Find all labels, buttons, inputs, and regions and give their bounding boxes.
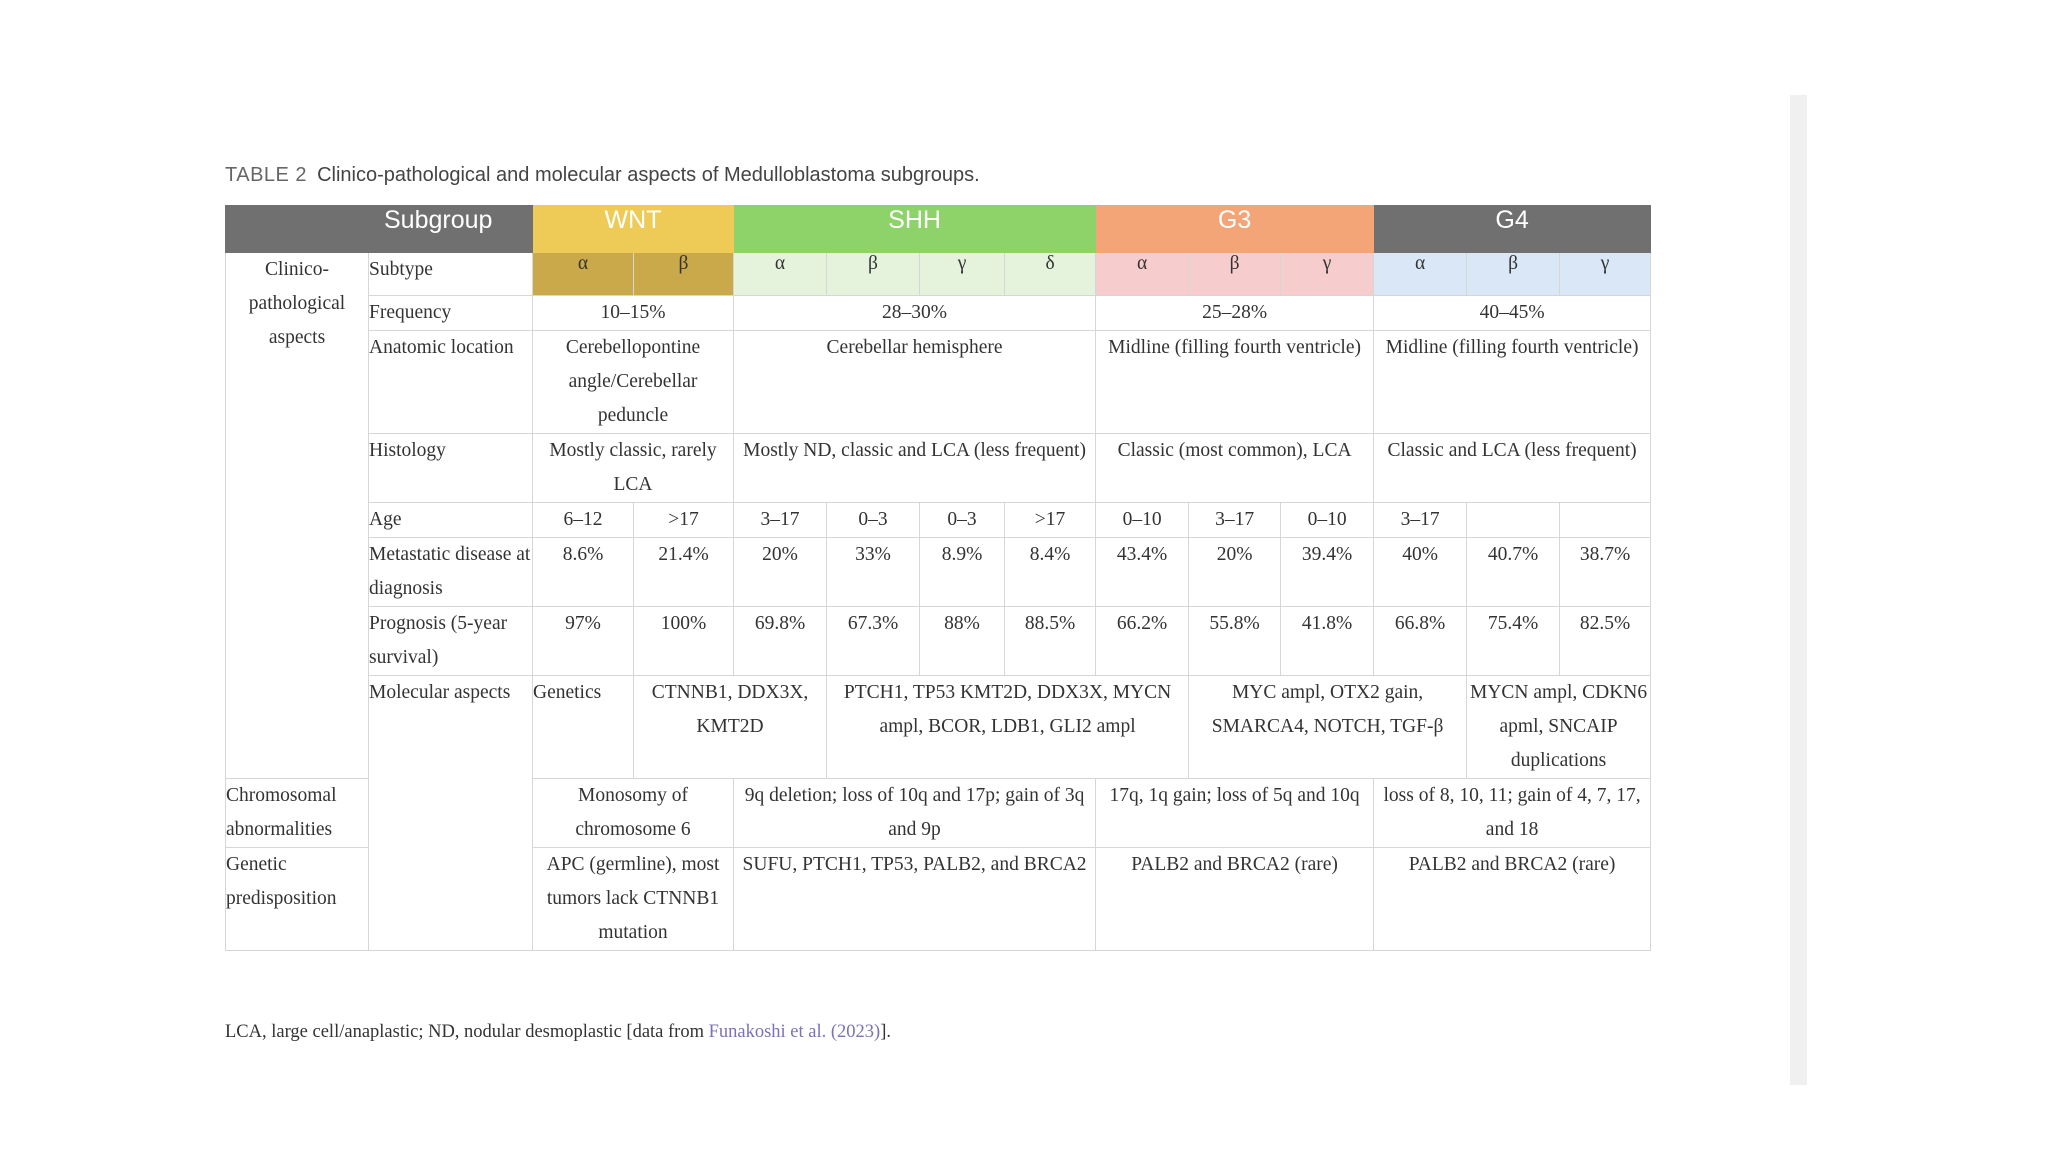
table-cell: Mostly ND, classic and LCA (less frequent) (734, 434, 1096, 503)
table-cell: PTCH1, TP53 KMT2D, DDX3X, MYCN ampl, BCOR, LDB1, GLI2 ampl (827, 676, 1189, 779)
table-caption (225, 164, 980, 187)
table-footnote (225, 1022, 891, 1043)
table-cell: Classic (most common), LCA (1096, 434, 1374, 503)
table-cell: 66.8% (1374, 607, 1467, 676)
table-cell: Midline (filling fourth ventricle) (1374, 331, 1651, 434)
prognosis-row (226, 607, 1651, 676)
caption-label: TABLE 2 (225, 164, 308, 186)
frequency-row (226, 296, 1651, 331)
table-cell: PALB2 and BRCA2 (rare) (1374, 848, 1651, 951)
age-row (226, 503, 1651, 538)
row-label-genetics: Genetics (533, 676, 634, 779)
table-cell: CTNNB1, DDX3X, KMT2D (634, 676, 827, 779)
metastatic-row (226, 538, 1651, 607)
table-cell: 82.5% (1560, 607, 1651, 676)
table-cell: 38.7% (1560, 538, 1651, 607)
subtype-cell: γ (1560, 253, 1651, 296)
table-cell: >17 (634, 503, 734, 538)
header-wnt: WNT (533, 206, 734, 253)
table-cell: PALB2 and BRCA2 (rare) (1096, 848, 1374, 951)
genetics-row (226, 676, 1651, 779)
table-cell: 3–17 (734, 503, 827, 538)
table-cell: Monosomy of chromosome 6 (533, 779, 734, 848)
table-cell: 41.8% (1281, 607, 1374, 676)
footnote-end: ]. (880, 1022, 892, 1042)
table-cell: 6–12 (533, 503, 634, 538)
table-cell: APC (germline), most tumors lack CTNNB1 mutation (533, 848, 734, 951)
header-corner-cell (226, 206, 369, 253)
table-cell: 67.3% (827, 607, 920, 676)
table-cell: 8.6% (533, 538, 634, 607)
table-cell: 21.4% (634, 538, 734, 607)
histology-row (226, 434, 1651, 503)
anatomic-row (226, 331, 1651, 434)
table-cell: 43.4% (1096, 538, 1189, 607)
table-cell: 0–3 (920, 503, 1005, 538)
section-molecular: Molecular aspects (369, 676, 533, 951)
header-shh: SHH (734, 206, 1096, 253)
footnote-text: LCA, large cell/anaplastic; ND, nodular desmoplastic [data from (225, 1022, 709, 1042)
table-cell: 3–17 (1189, 503, 1281, 538)
subtype-cell: α (1096, 253, 1189, 296)
table-cell: 33% (827, 538, 920, 607)
table-cell: 75.4% (1467, 607, 1560, 676)
table-cell: 88% (920, 607, 1005, 676)
table-cell: 55.8% (1189, 607, 1281, 676)
subtype-cell: α (1374, 253, 1467, 296)
table-cell: 20% (734, 538, 827, 607)
table-cell: 88.5% (1005, 607, 1096, 676)
table-cell: 3–17 (1374, 503, 1467, 538)
subtype-cell: β (827, 253, 920, 296)
table-cell: 0–10 (1281, 503, 1374, 538)
table-cell: Cerebellar hemisphere (734, 331, 1096, 434)
subgroups-table (225, 205, 1651, 951)
table-cell: 9q deletion; loss of 10q and 17p; gain of 3q and 9p (734, 779, 1096, 848)
table-cell: SUFU, PTCH1, TP53, PALB2, and BRCA2 (734, 848, 1096, 951)
subtype-cell: γ (920, 253, 1005, 296)
table-cell: 0–10 (1096, 503, 1189, 538)
header-subgroup: Subgroup (369, 206, 533, 253)
table-cell (1467, 503, 1560, 538)
table-cell: 20% (1189, 538, 1281, 607)
table-cell: 69.8% (734, 607, 827, 676)
header-g3: G3 (1096, 206, 1374, 253)
table-cell: 100% (634, 607, 734, 676)
table-cell: 8.9% (920, 538, 1005, 607)
table-cell: 28–30% (734, 296, 1096, 331)
subtype-cell: β (1189, 253, 1281, 296)
table-cell: MYCN ampl, CDKN6 apml, SNCAIP duplications (1467, 676, 1651, 779)
table-cell: Cerebellopontine angle/Cerebellar peduncle (533, 331, 734, 434)
subtype-cell: α (734, 253, 827, 296)
subtype-cell: β (1467, 253, 1560, 296)
subtype-row (226, 253, 1651, 296)
row-label-metastatic: Metastatic disease at diagnosis (369, 538, 533, 607)
caption-title: Clinico-pathological and molecular aspects of Medulloblastoma subgroups. (317, 164, 980, 186)
table-cell: loss of 8, 10, 11; gain of 4, 7, 17, and 18 (1374, 779, 1651, 848)
table-cell: 40.7% (1467, 538, 1560, 607)
subtype-cell: β (634, 253, 734, 296)
table-cell: Classic and LCA (less frequent) (1374, 434, 1651, 503)
table-cell: Mostly classic, rarely LCA (533, 434, 734, 503)
reference-link[interactable]: Funakoshi et al. (2023) (708, 1022, 881, 1042)
table-cell (1560, 503, 1651, 538)
table-cell: 97% (533, 607, 634, 676)
table-cell: 0–3 (827, 503, 920, 538)
subtype-cell: γ (1281, 253, 1374, 296)
section-clinico: Clinico-pathological aspects (226, 253, 369, 779)
table-cell: 8.4% (1005, 538, 1096, 607)
row-label-chromosomal: Chromosomal abnormalities (226, 779, 369, 848)
subtype-cell: δ (1005, 253, 1096, 296)
table-cell: 40% (1374, 538, 1467, 607)
table-cell: 10–15% (533, 296, 734, 331)
table-cell: >17 (1005, 503, 1096, 538)
table-cell: 25–28% (1096, 296, 1374, 331)
table-cell: 17q, 1q gain; loss of 5q and 10q (1096, 779, 1374, 848)
subtype-cell: α (533, 253, 634, 296)
table-cell: Midline (filling fourth ventricle) (1096, 331, 1374, 434)
row-label-frequency: Frequency (369, 296, 533, 331)
table-cell: 66.2% (1096, 607, 1189, 676)
scrollbar-track[interactable] (1790, 95, 1807, 1085)
row-label-predisposition: Genetic predisposition (226, 848, 369, 951)
row-label-subtype: Subtype (369, 253, 533, 296)
row-label-age: Age (369, 503, 533, 538)
row-label-prognosis: Prognosis (5-year survival) (369, 607, 533, 676)
header-g4: G4 (1374, 206, 1651, 253)
row-label-histology: Histology (369, 434, 533, 503)
table-cell: 40–45% (1374, 296, 1651, 331)
row-label-anatomic: Anatomic location (369, 331, 533, 434)
header-row (226, 206, 1651, 253)
table-cell: 39.4% (1281, 538, 1374, 607)
table-cell: MYC ampl, OTX2 gain, SMARCA4, NOTCH, TGF-β (1189, 676, 1467, 779)
